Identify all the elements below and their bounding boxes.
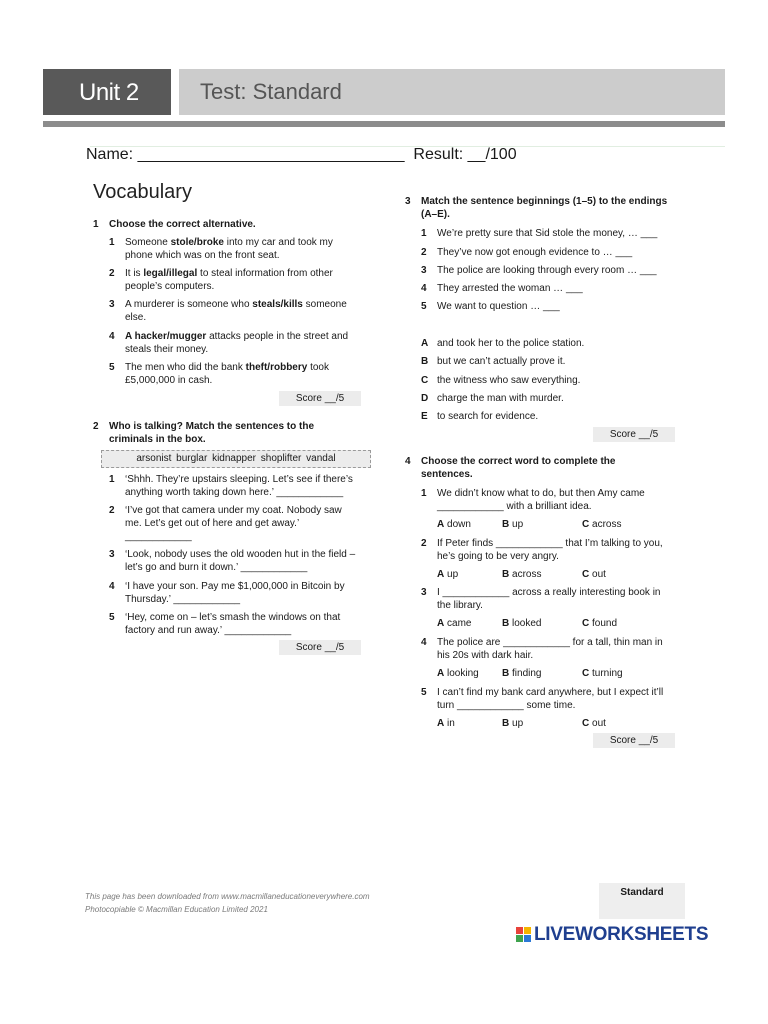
q1-item-text-pre: A murderer is someone who bbox=[125, 299, 253, 310]
header-divider bbox=[43, 121, 725, 127]
q4-instruction-line-1: Choose the correct word to complete the bbox=[421, 456, 616, 467]
q3-item-number: 5 bbox=[421, 301, 427, 312]
q4-item bbox=[421, 537, 701, 585]
q1-item-text-line-2: else. bbox=[125, 312, 147, 323]
q4-item-number: 4 bbox=[421, 637, 427, 648]
q4-option-letter: C bbox=[582, 569, 590, 580]
q1-item-text bbox=[125, 236, 333, 249]
q4-option bbox=[502, 667, 541, 680]
section-title: Vocabulary bbox=[93, 181, 192, 203]
q4-item-text-line-2: his 20s with dark hair. bbox=[437, 650, 534, 661]
q3-ending bbox=[421, 337, 701, 351]
q4-item-text-line-1: We didn’t know what to do, but then Amy came bbox=[437, 488, 645, 499]
q1-item-text-line-2: £5,000,000 in cash. bbox=[125, 375, 213, 386]
level-box bbox=[599, 883, 685, 919]
q1-item-text-pre: The men who did the bank bbox=[125, 362, 246, 373]
q1-score-box: Score __/5 bbox=[279, 391, 361, 406]
q1-item-text bbox=[125, 267, 333, 280]
q4-option bbox=[582, 717, 606, 730]
q1-item-text-pre: It is bbox=[125, 268, 144, 279]
q3-ending-letter: A bbox=[421, 338, 429, 349]
q1-item-number: 4 bbox=[109, 331, 115, 342]
q3-item-number: 1 bbox=[421, 228, 427, 239]
q4-option-word: in bbox=[447, 718, 455, 729]
q1-item-text-line-2: phone which was on the front seat. bbox=[125, 250, 280, 261]
q1-item bbox=[109, 298, 379, 326]
q2-heading bbox=[93, 420, 373, 448]
q1-item bbox=[109, 330, 379, 358]
q4-item-text-line-2: the library. bbox=[437, 600, 483, 611]
q4-option-word: found bbox=[592, 618, 618, 629]
q3-ending-text: charge the man with murder. bbox=[437, 393, 564, 404]
q1-item-alternatives: stole/broke bbox=[170, 237, 224, 248]
q1-item-text bbox=[125, 361, 329, 374]
test-title: Test: Standard bbox=[200, 79, 342, 104]
q2-item-text-line-1: ‘Look, nobody uses the old wooden hut in the field – bbox=[125, 549, 356, 560]
q1-item-alternatives: steals/kills bbox=[252, 299, 303, 310]
q2-item-number: 1 bbox=[109, 474, 115, 485]
q4-item bbox=[421, 636, 701, 684]
q2-number: 2 bbox=[93, 421, 99, 432]
q3-ending-letter: E bbox=[421, 411, 428, 422]
q3-ending bbox=[421, 355, 701, 369]
q3-item bbox=[421, 282, 701, 296]
q4-option-letter: A bbox=[437, 569, 445, 580]
q4-option-word: out bbox=[592, 718, 606, 729]
q4-option-word: across bbox=[592, 519, 622, 530]
q2-item-number: 5 bbox=[109, 612, 115, 623]
q1-item-number: 2 bbox=[109, 268, 115, 279]
q1-item-text-post: attacks people in the street and bbox=[206, 331, 349, 342]
q3-item bbox=[421, 264, 701, 278]
q4-option-word: across bbox=[512, 569, 542, 580]
q3-instruction-line-1: Match the sentence beginnings (1–5) to the endings bbox=[421, 196, 668, 207]
q4-option-letter: B bbox=[502, 519, 510, 530]
q4-option-letter: B bbox=[502, 618, 510, 629]
q2-item-text-line-1: ‘Shhh. They’re upstairs sleeping. Let’s see if there’s bbox=[125, 474, 353, 485]
q3-item-text: They’ve now got enough evidence to … ___ bbox=[437, 247, 633, 258]
q4-item-text-line-1: I can’t find my bank card anywhere, but I expect it’ll bbox=[437, 687, 664, 698]
q2-instruction-line-2: criminals in the box. bbox=[109, 434, 206, 445]
q2-item-text-line-1: ‘I have your son. Pay me $1,000,000 in Bitcoin by bbox=[125, 581, 345, 592]
q3-number: 3 bbox=[405, 196, 411, 207]
q4-option bbox=[437, 617, 471, 630]
q2-item-text-line-1: ‘Hey, come on – let’s smash the windows on that bbox=[125, 612, 341, 623]
q2-item-text-line-2: me. Let’s get out of here and get away.’ bbox=[125, 518, 300, 529]
q4-item-number: 5 bbox=[421, 687, 427, 698]
q3-item bbox=[421, 227, 701, 241]
q3-item-number: 4 bbox=[421, 283, 427, 294]
q1-item-text-line-2: steals their money. bbox=[125, 344, 209, 355]
word-box: arsonist burglar kidnapper shoplifter vandal bbox=[101, 450, 371, 468]
footer-download-note: This page has been downloaded from www.macmillaneducationeverywhere.com bbox=[85, 892, 370, 901]
q4-item bbox=[421, 686, 701, 734]
q4-item-text-line-1: I ____________ across a really interesting book in bbox=[437, 587, 661, 598]
q1-item-alternatives: legal/illegal bbox=[143, 268, 198, 279]
q3-item bbox=[421, 300, 701, 314]
q4-option-word: up bbox=[512, 718, 524, 729]
q4-option-letter: C bbox=[582, 718, 590, 729]
q4-option bbox=[582, 617, 617, 630]
q4-option-letter: A bbox=[437, 618, 445, 629]
q4-option-word: looking bbox=[447, 668, 479, 679]
q4-option-word: looked bbox=[512, 618, 542, 629]
q2-instruction-line-1: Who is talking? Match the sentences to the bbox=[109, 421, 315, 432]
q1-number: 1 bbox=[93, 219, 99, 230]
q4-option bbox=[502, 617, 541, 630]
test-title-bar bbox=[179, 69, 725, 115]
q4-option bbox=[502, 568, 541, 581]
unit-badge bbox=[43, 69, 171, 115]
q1-item-text-line-2: people’s computers. bbox=[125, 281, 215, 292]
q1-item-number: 5 bbox=[109, 362, 115, 373]
q4-option-letter: C bbox=[582, 668, 590, 679]
q4-item-text-line-1: The police are ____________ for a tall, thin man in bbox=[437, 637, 663, 648]
q3-ending-text: and took her to the police station. bbox=[437, 338, 585, 349]
q1-item bbox=[109, 267, 379, 295]
q4-option bbox=[437, 518, 471, 531]
footer-copyright: Photocopiable © Macmillan Education Limited 2021 bbox=[85, 905, 268, 914]
q4-option-letter: B bbox=[502, 668, 510, 679]
q4-option-letter: A bbox=[437, 519, 445, 530]
q3-ending-letter: B bbox=[421, 356, 429, 367]
q1-item-text-pre: Someone bbox=[125, 237, 171, 248]
q2-item-text-line-3: ____________ bbox=[125, 531, 192, 542]
q3-item-text: They arrested the woman … ___ bbox=[437, 283, 583, 294]
q3-item bbox=[421, 246, 701, 260]
q4-item bbox=[421, 586, 701, 634]
q2-item-number: 3 bbox=[109, 549, 115, 560]
level-label: Standard bbox=[620, 887, 664, 898]
q4-option bbox=[502, 518, 523, 531]
q4-option bbox=[437, 667, 479, 680]
q4-option-word: down bbox=[447, 519, 471, 530]
q4-item-text-line-2: ____________ with a brilliant idea. bbox=[437, 501, 592, 512]
q4-option-letter: C bbox=[582, 618, 590, 629]
q4-option-word: finding bbox=[512, 668, 542, 679]
q4-option bbox=[582, 568, 606, 581]
q2-item-text-line-2: anything worth taking down here.’ ____________ bbox=[125, 487, 344, 498]
q4-heading bbox=[405, 455, 705, 483]
q4-option-word: came bbox=[447, 618, 472, 629]
q3-item-number: 3 bbox=[421, 265, 427, 276]
q3-instruction-line-2: (A–E). bbox=[421, 209, 450, 220]
unit-label: Unit 2 bbox=[79, 79, 139, 106]
q3-ending-letter: D bbox=[421, 393, 429, 404]
q4-option-letter: A bbox=[437, 668, 445, 679]
q2-item-text-line-1: ‘I’ve got that camera under my coat. Nobody saw bbox=[125, 505, 342, 516]
q3-item-number: 2 bbox=[421, 247, 427, 258]
q3-ending-letter: C bbox=[421, 375, 429, 386]
q4-instruction-line-2: sentences. bbox=[421, 469, 473, 480]
q1-item-number: 1 bbox=[109, 237, 115, 248]
q1-instruction: Choose the correct alternative. bbox=[109, 219, 256, 230]
q4-option-letter: B bbox=[502, 569, 510, 580]
q4-option-letter: C bbox=[582, 519, 590, 530]
q1-item bbox=[109, 361, 379, 389]
q4-option bbox=[502, 717, 523, 730]
q1-item-text-post: into my car and took my bbox=[223, 237, 333, 248]
q4-option-letter: A bbox=[437, 718, 445, 729]
q3-ending bbox=[421, 410, 701, 424]
q3-score-box: Score __/5 bbox=[593, 427, 675, 442]
q4-item-text-line-1: If Peter finds ____________ that I’m talking to you, bbox=[437, 538, 663, 549]
q4-option-word: up bbox=[447, 569, 459, 580]
q4-option bbox=[582, 667, 623, 680]
q4-number: 4 bbox=[405, 456, 411, 467]
q2-item bbox=[109, 504, 379, 544]
q3-ending-text: the witness who saw everything. bbox=[437, 375, 581, 386]
q4-option bbox=[437, 717, 455, 730]
q4-item-number: 3 bbox=[421, 587, 427, 598]
q4-item-number: 1 bbox=[421, 488, 427, 499]
q2-item-text-line-2: factory and run away.’ ____________ bbox=[125, 625, 292, 636]
q4-item-number: 2 bbox=[421, 538, 427, 549]
q4-option-letter: B bbox=[502, 718, 510, 729]
q4-item bbox=[421, 487, 701, 535]
q3-ending bbox=[421, 374, 701, 388]
q4-item-text-line-2: turn ____________ some time. bbox=[437, 700, 576, 711]
q4-option-word: up bbox=[512, 519, 524, 530]
q2-item-text-line-2: Thursday.’ ____________ bbox=[125, 594, 241, 605]
q2-item-number: 2 bbox=[109, 505, 115, 516]
q3-ending bbox=[421, 392, 701, 406]
liveworksheets-wordmark: LIVEWORKSHEETS bbox=[534, 924, 709, 945]
q4-score-box: Score __/5 bbox=[593, 733, 675, 748]
q4-option-word: out bbox=[592, 569, 606, 580]
q2-item-number: 4 bbox=[109, 581, 115, 592]
q4-option bbox=[582, 518, 621, 531]
q1-item-number: 3 bbox=[109, 299, 115, 310]
q1-item-alternatives: theft/robbery bbox=[245, 362, 308, 373]
q1-item-text-post: took bbox=[307, 362, 329, 373]
liveworksheets-icon bbox=[516, 927, 532, 943]
q3-ending-text: but we can’t actually prove it. bbox=[437, 356, 566, 367]
q1-item-text bbox=[125, 330, 348, 343]
q3-item-text: The police are looking through every room … ___ bbox=[437, 265, 657, 276]
q4-option bbox=[437, 568, 458, 581]
q2-score-box: Score __/5 bbox=[279, 640, 361, 655]
q1-item-text-post: someone bbox=[302, 299, 347, 310]
q3-ending-text: to search for evidence. bbox=[437, 411, 539, 422]
q1-item-alternatives: A hacker/mugger bbox=[125, 331, 207, 342]
q4-item-text-line-2: he’s going to be very angry. bbox=[437, 551, 559, 562]
q1-heading bbox=[93, 218, 373, 232]
q1-item-text-post: to steal information from other bbox=[197, 268, 333, 279]
q3-item-text: We’re pretty sure that Sid stole the money, … ___ bbox=[437, 228, 658, 239]
q2-item-text-line-2: let’s go and burn it down.’ ____________ bbox=[125, 562, 308, 573]
name-result-line: Name: ______________________________ Result: __/100 bbox=[86, 146, 517, 163]
q1-item-text bbox=[125, 298, 347, 311]
q1-item bbox=[109, 236, 379, 264]
q3-heading bbox=[405, 195, 705, 223]
q4-option-word: turning bbox=[592, 668, 623, 679]
q3-item-text: We want to question … ___ bbox=[437, 301, 560, 312]
